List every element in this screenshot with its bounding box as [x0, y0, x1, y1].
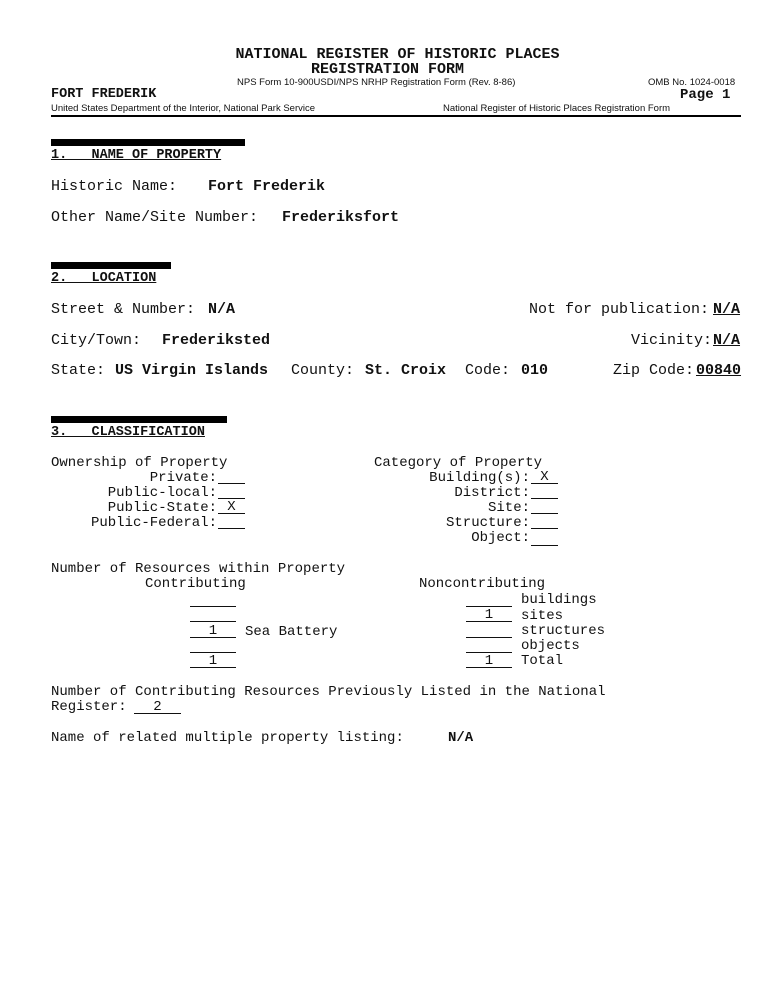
- code-label: Code:: [465, 362, 511, 379]
- resource-type-objects: objects: [521, 638, 580, 654]
- department-line: United States Department of the Interior, National Park Service: [51, 103, 316, 114]
- historic-name-label: Historic Name:: [51, 178, 178, 195]
- noncontributing-count: 1: [484, 607, 494, 623]
- noncontributing-total: 1: [484, 653, 494, 669]
- category-blank[interactable]: [531, 545, 558, 546]
- section-bar: [51, 262, 171, 269]
- contributing-note: Sea Battery: [245, 624, 338, 640]
- state-label: State:: [51, 362, 106, 379]
- ownership-mark: X: [227, 499, 236, 515]
- category-mark: X: [540, 469, 549, 485]
- city-label: City/Town:: [51, 332, 142, 349]
- category-title: Category of Property: [374, 455, 543, 471]
- section-bar: [51, 139, 245, 146]
- header-rule: [51, 115, 741, 117]
- ownership-label-private: Private:: [149, 470, 217, 486]
- county-value: St. Croix: [365, 362, 447, 379]
- category-label-structure: Structure:: [445, 515, 530, 531]
- resource-type-structures: structures: [521, 623, 606, 639]
- category-blank[interactable]: [531, 513, 558, 514]
- section-bar: [51, 416, 227, 423]
- category-blank[interactable]: [531, 498, 558, 499]
- category-label-object: Object:: [471, 530, 530, 546]
- category-label-site: Site:: [487, 500, 530, 516]
- not-for-publication-label: Not for publication:: [529, 301, 710, 318]
- form-subtitle: REGISTRATION FORM: [310, 61, 465, 78]
- previously-listed-text: Number of Contributing Resources Previously Listed in the National: [51, 684, 606, 700]
- ownership-title: Ownership of Property: [51, 455, 228, 471]
- resources-title: Number of Resources within Property: [51, 561, 346, 577]
- county-label: County:: [291, 362, 355, 379]
- category-label-buildings: Building(s):: [429, 470, 530, 486]
- form-title: NATIONAL REGISTER OF HISTORIC PLACES: [235, 46, 560, 63]
- resource-type-total: Total: [521, 653, 564, 669]
- contributing-blank[interactable]: [190, 606, 236, 607]
- omb-number: OMB No. 1024-0018: [648, 77, 736, 88]
- contributing-label: Contributing: [145, 576, 246, 592]
- code-value: 010: [521, 362, 549, 379]
- contributing-blank[interactable]: [190, 621, 236, 622]
- vicinity-label: Vicinity:: [631, 332, 713, 349]
- resource-type-sites: sites: [521, 608, 564, 624]
- ownership-label-public-federal: Public-Federal:: [90, 515, 217, 531]
- ownership-label-public-state: Public-State:: [107, 500, 217, 516]
- zip-value: 00840: [696, 362, 742, 379]
- vicinity-value: N/A: [713, 332, 741, 349]
- other-name-label: Other Name/Site Number:: [51, 209, 259, 226]
- contributing-total: 1: [208, 653, 218, 669]
- contributing-count: 1: [208, 623, 218, 639]
- resource-type-buildings: buildings: [521, 592, 597, 608]
- historic-name-value: Fort Frederik: [208, 178, 326, 195]
- register-line: National Register of Historic Places Registration Form: [443, 103, 671, 114]
- previously-listed-label: Register:: [51, 699, 127, 715]
- page-number: Page 1: [680, 87, 731, 103]
- zip-label: Zip Code:: [613, 362, 695, 379]
- form-number: NPS Form 10-900USDI/NPS NRHP Registration Form (Rev. 8-86): [237, 77, 516, 88]
- previously-listed-value: 2: [153, 699, 162, 715]
- street-label: Street & Number:: [51, 301, 196, 318]
- street-value: N/A: [208, 301, 236, 318]
- ownership-label-public-local: Public-local:: [107, 485, 217, 501]
- category-blank[interactable]: [531, 528, 558, 529]
- category-label-district: District:: [454, 485, 530, 501]
- property-name-header: FORT FREDERIK: [51, 87, 157, 102]
- noncontributing-blank[interactable]: [466, 637, 512, 638]
- state-value: US Virgin Islands: [115, 362, 269, 379]
- ownership-blank[interactable]: [218, 528, 245, 529]
- noncontributing-label: Noncontributing: [419, 576, 546, 592]
- not-for-publication-value: N/A: [713, 301, 741, 318]
- section-heading: 2. LOCATION: [51, 271, 157, 286]
- other-name-value: Frederiksfort: [282, 209, 400, 226]
- ownership-blank[interactable]: [218, 483, 245, 484]
- section-heading: 1. NAME OF PROPERTY: [51, 148, 222, 163]
- city-value: Frederiksted: [162, 332, 271, 349]
- mpl-label: Name of related multiple property listing:: [51, 730, 404, 746]
- mpl-value: N/A: [448, 730, 474, 746]
- section-heading: 3. CLASSIFICATION: [51, 425, 205, 440]
